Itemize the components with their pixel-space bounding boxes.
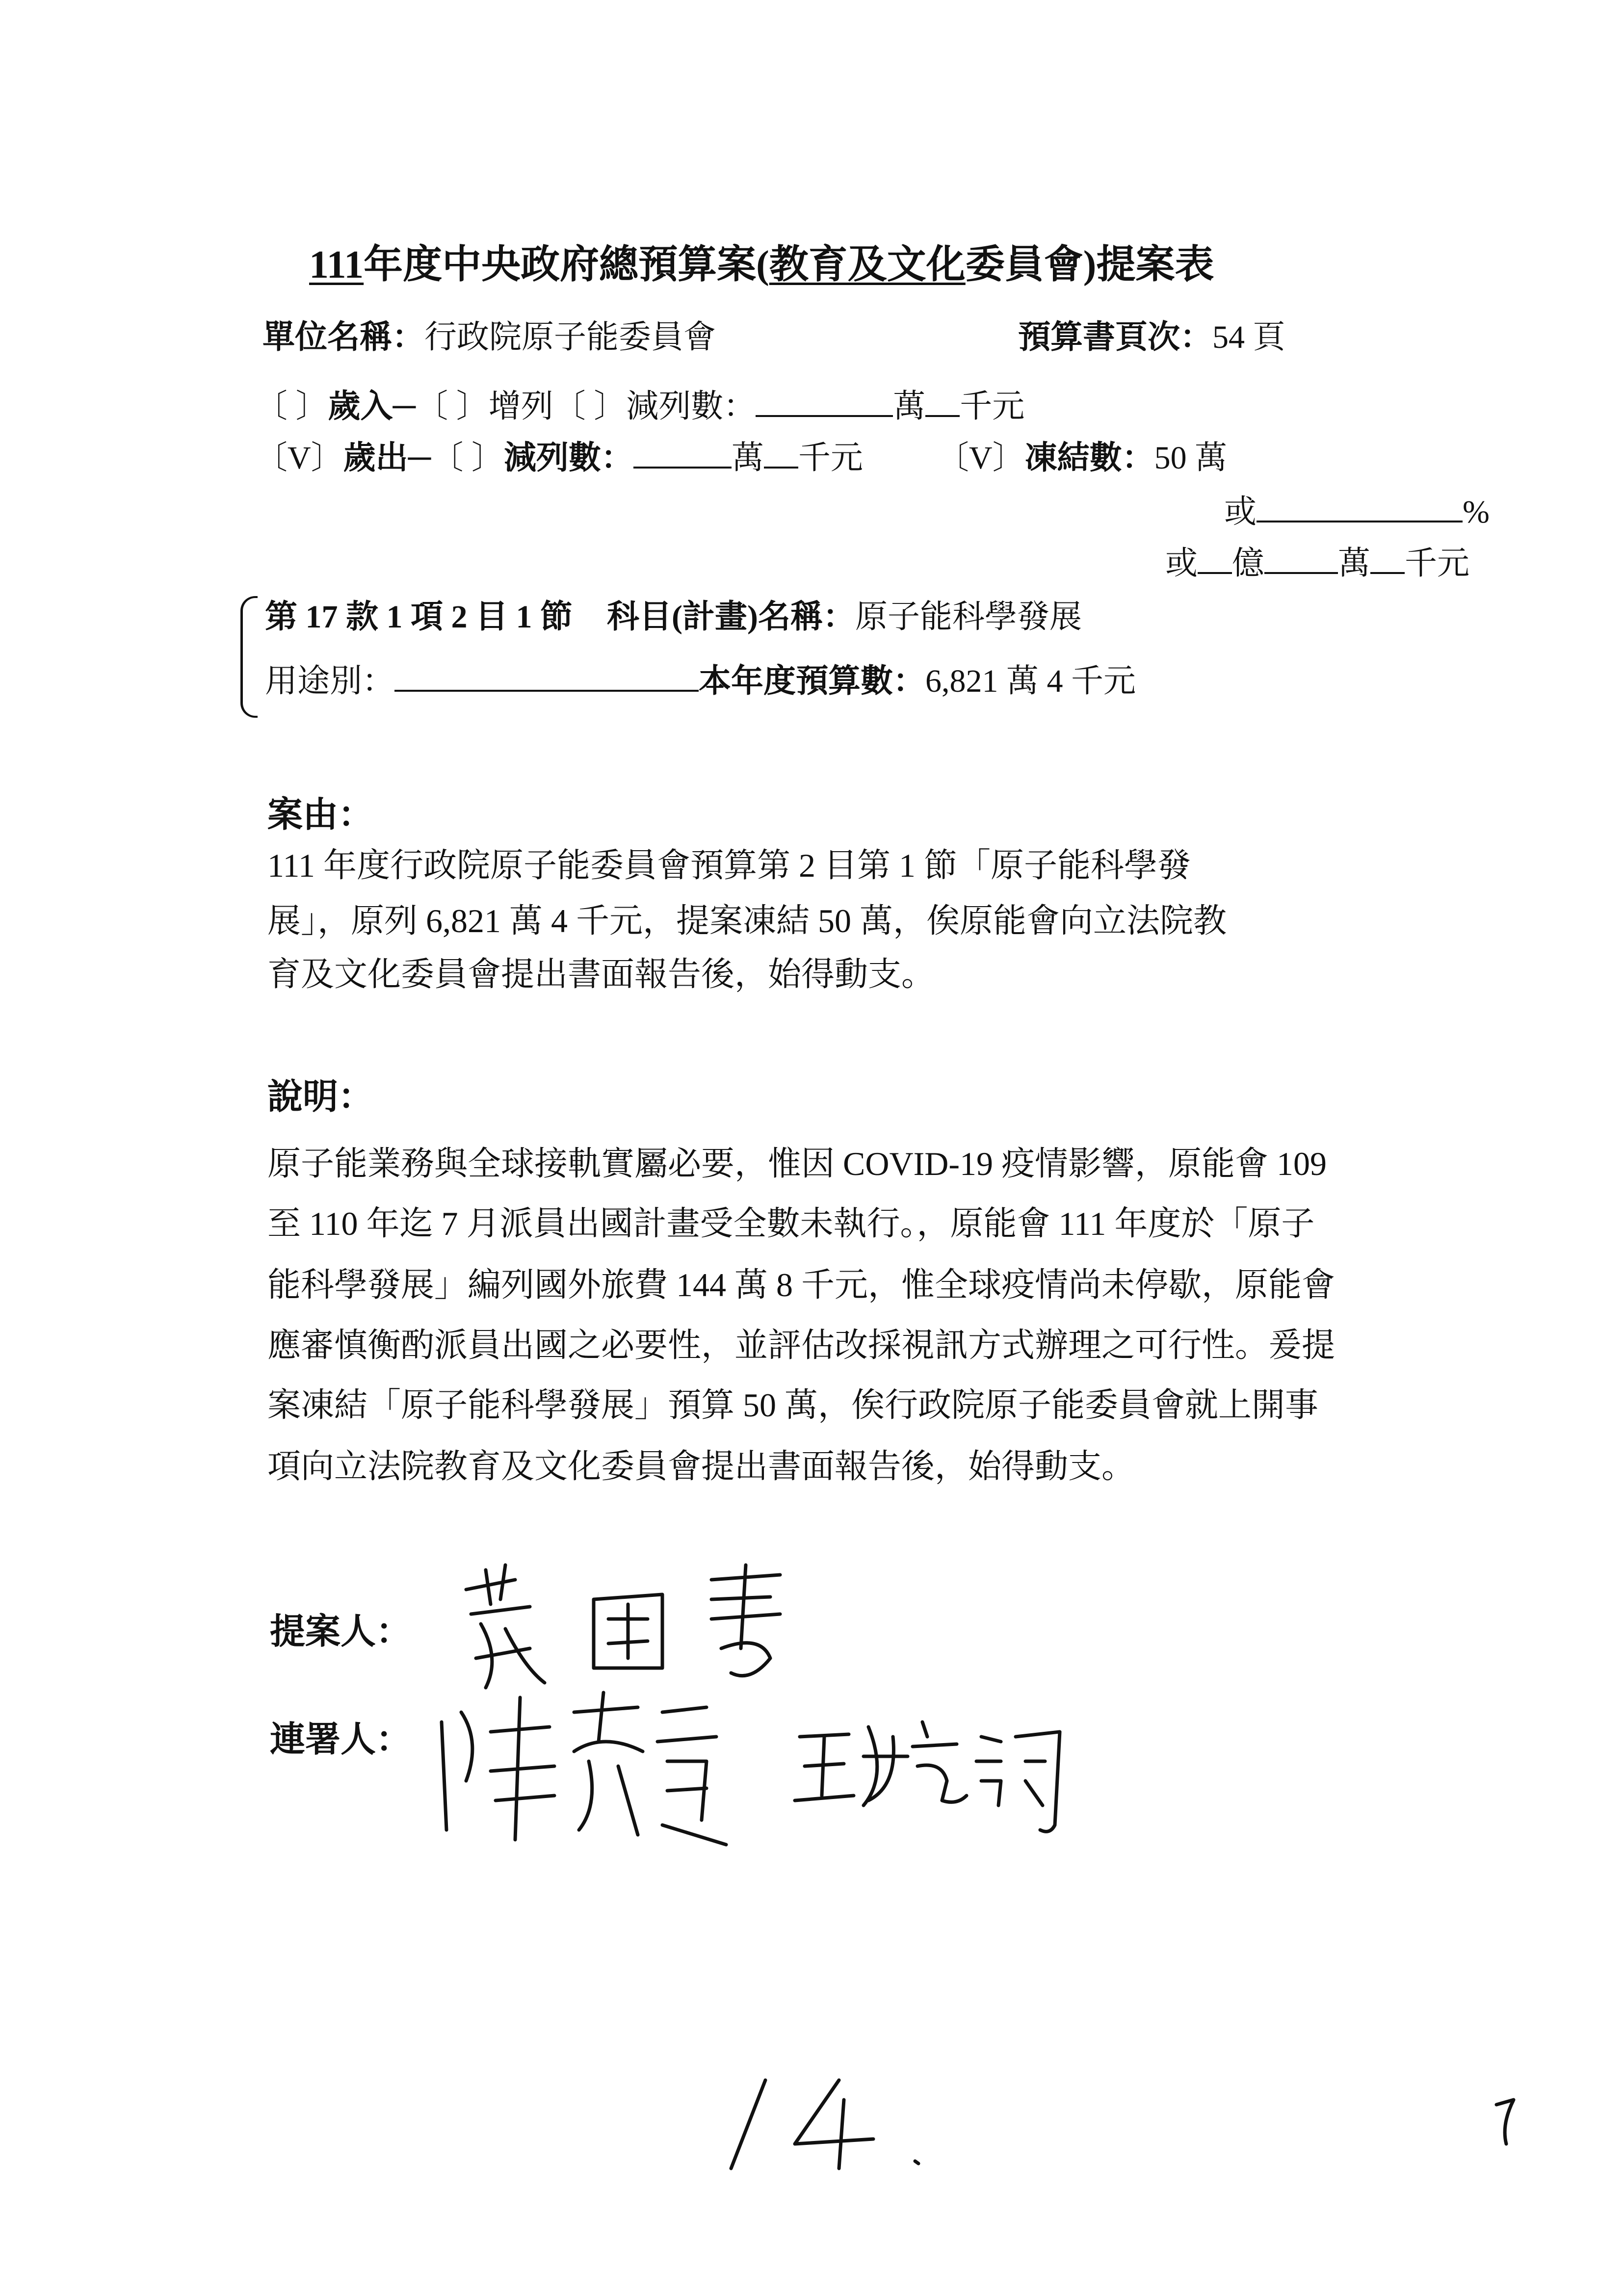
handwritten-mark <box>1492 2095 1521 2149</box>
item-bracket <box>240 596 258 718</box>
reason-line: 育及文化委員會提出書面報告後，始得動支。 <box>267 956 935 993</box>
reason-heading: 案由： <box>267 795 374 835</box>
budget-page-row: 預算書頁次：54 頁 <box>1018 319 1285 355</box>
blank-field <box>1370 545 1405 574</box>
explanation-line: 原子能業務與全球接軌實屬必要，惟因 COVID-19 疫情影響，原能會 109 <box>267 1145 1327 1182</box>
or-amount-row: 或 億 萬 千元 <box>1165 546 1469 581</box>
blank-field <box>633 439 732 469</box>
explanation-line: 至 110 年迄 7 月派員出國計畫受全數未執行。，原能會 111 年度於「原子 <box>267 1205 1315 1242</box>
blank-field <box>394 662 699 692</box>
blank-field <box>1257 493 1463 522</box>
cosigner-signature-2 <box>795 1707 1089 1854</box>
blank-field <box>1264 545 1338 574</box>
explanation-line: 能科學發展」編列國外旅費 144 萬 8 千元，惟全球疫情尚未停歇，原能會 <box>267 1266 1336 1304</box>
blank-field <box>756 388 893 417</box>
page-number-handwriting <box>726 2070 932 2178</box>
blank-field <box>925 388 960 417</box>
item-section-row: 第 17 款 1 項 2 目 1 節 科目(計畫)名稱：原子能科學發展 <box>265 599 1082 635</box>
proposer-label: 提案人： <box>270 1612 412 1651</box>
explanation-line: 案凍結「原子能科學發展」預算 50 萬，俟行政院原子能委員會就上開事 <box>267 1386 1319 1424</box>
blank-field <box>1198 545 1232 574</box>
reason-line: 111 年度行政院原子能委員會預算第 2 目第 1 節「原子能科學發 <box>267 847 1191 884</box>
revenue-row: 〔 〕歲入─〔 〕增列〔 〕減列數： 萬 千元 <box>255 389 1025 424</box>
explanation-line: 項向立法院教育及文化委員會提出書面報告後，始得動支。 <box>267 1448 1135 1485</box>
expense-row: 〔V〕歲出─〔 〕減列數： 萬 千元 〔V〕凍結數：50 萬 <box>255 440 1228 476</box>
reason-line: 展」，原列 6,821 萬 4 千元，提案凍結 50 萬，俟原能會向立法院教 <box>267 902 1227 939</box>
or-percent-row: 或 % <box>1224 494 1490 530</box>
item-use-row: 用途別： 本年度預算數：6,821 萬 4 千元 <box>265 663 1136 699</box>
form-title: 111年度中央政府總預算案(教育及文化委員會)提案表 <box>309 243 1214 287</box>
unit-name-row: 單位名稱：行政院原子能委員會 <box>262 319 716 355</box>
blank-field <box>764 439 798 469</box>
explanation-line: 應審慎衡酌派員出國之必要性，並評估改採視訊方式辦理之可行性。爰提 <box>267 1327 1336 1364</box>
explanation-heading: 說明： <box>267 1077 374 1117</box>
cosigner-label: 連署人： <box>270 1720 412 1759</box>
